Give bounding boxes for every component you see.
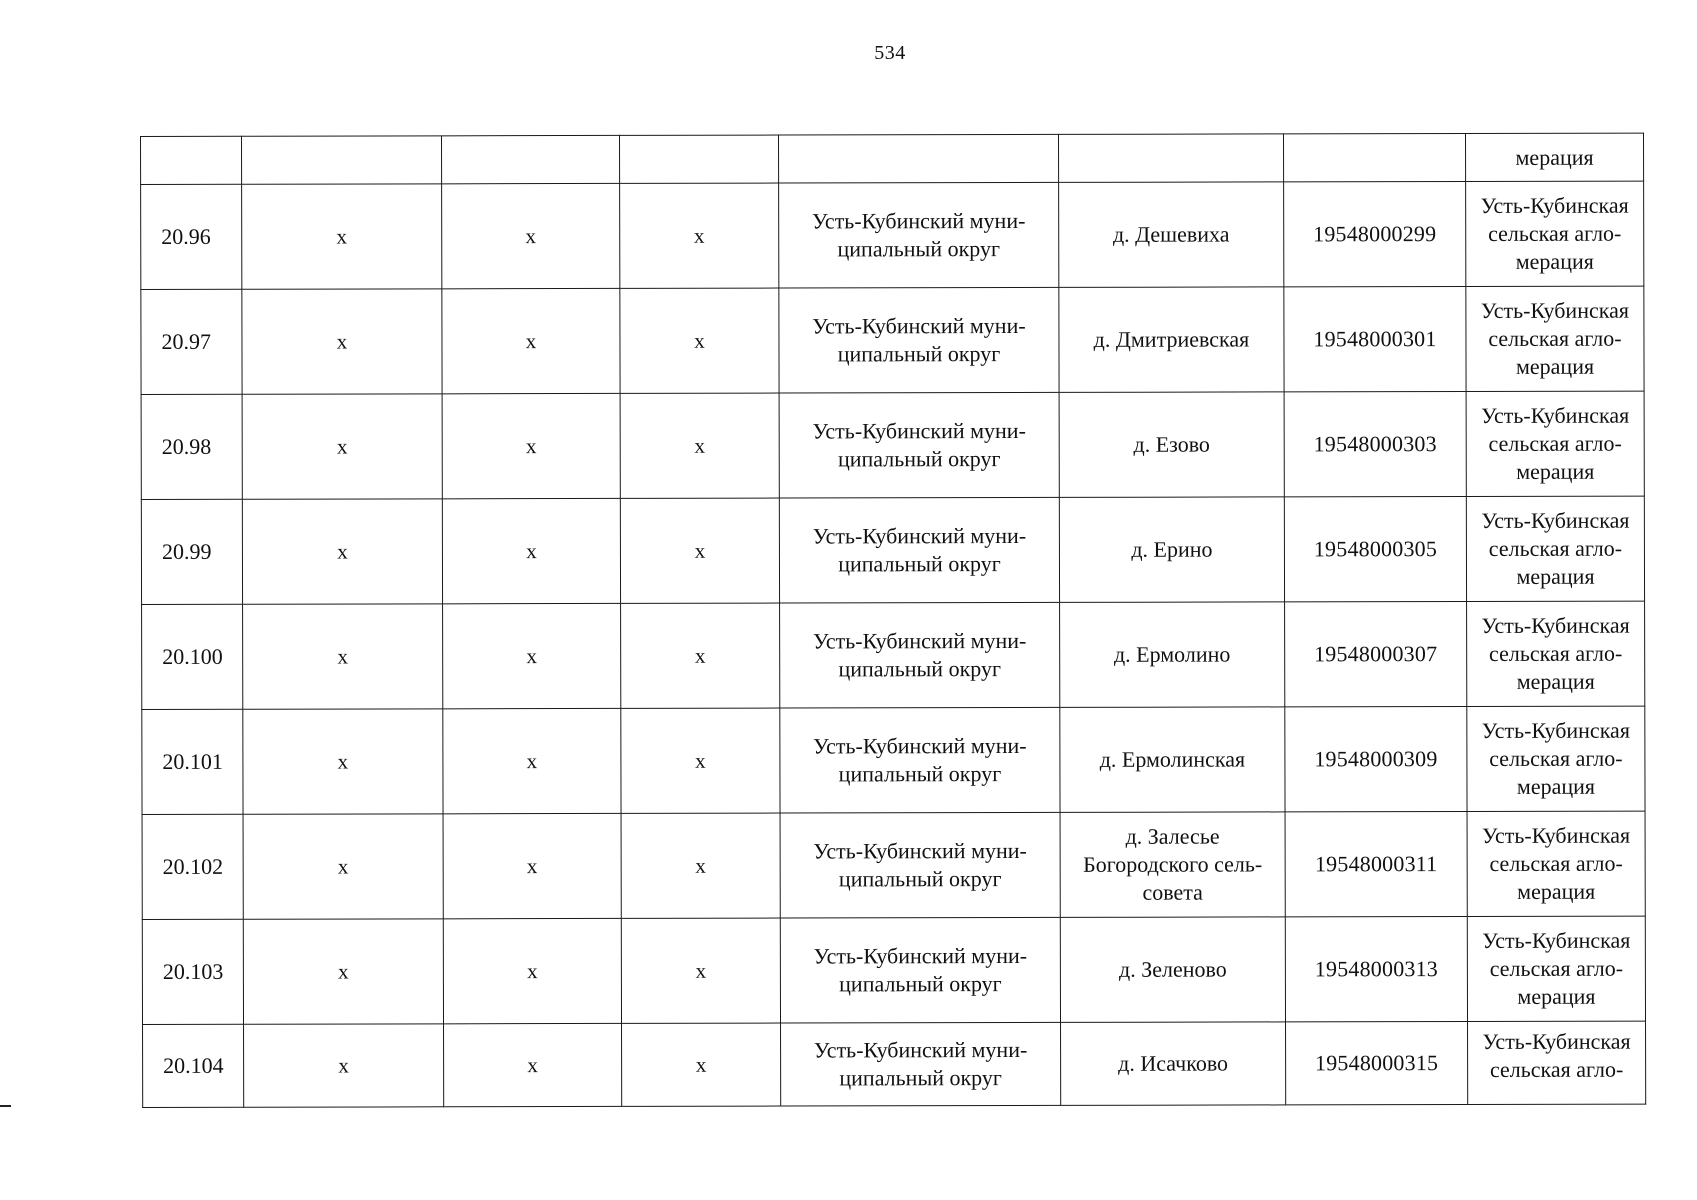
x-mark-cell-line: х — [338, 1053, 349, 1078]
district-cell — [779, 497, 1059, 603]
row-number-cell — [141, 394, 242, 499]
agglomeration-cell-line: сельская агло- — [1489, 745, 1623, 771]
district-cell-line: ципальный округ — [838, 656, 1002, 682]
settlement-cell — [1060, 707, 1285, 813]
code-cell — [1285, 811, 1467, 916]
agglomeration-cell — [1466, 496, 1644, 601]
table-row — [141, 286, 1644, 394]
settlements-table — [140, 133, 1646, 1108]
district-cell-line: ципальный округ — [838, 866, 1002, 892]
district-cell — [780, 917, 1060, 1023]
code-cell-line: 19548000305 — [1313, 536, 1438, 562]
row-number-cell-line: 20.98 — [161, 433, 212, 459]
settlement-cell-line: д. Зеленово — [1118, 956, 1227, 982]
x-mark-cell — [620, 183, 779, 288]
x-mark-cell — [444, 1023, 622, 1106]
district-cell-line: ципальный округ — [839, 1065, 1002, 1091]
table-row — [141, 391, 1644, 499]
x-mark-cell-line: х — [526, 644, 537, 669]
x-mark-cell-line: х — [338, 959, 349, 984]
settlement-cell-line: д. Залесье — [1125, 823, 1220, 849]
agglomeration-cell-line: Усть-Кубинская — [1481, 402, 1630, 428]
code-cell — [1284, 286, 1466, 391]
x-mark-cell — [621, 708, 780, 813]
settlement-cell-line: совета — [1142, 879, 1203, 905]
x-mark-cell-line: х — [694, 433, 705, 458]
x-mark-cell — [442, 393, 620, 498]
empty-cell — [1283, 133, 1465, 181]
x-mark-cell-line: х — [694, 538, 706, 563]
table-row — [143, 1021, 1646, 1107]
empty-cell — [619, 135, 778, 183]
x-mark-cell — [443, 708, 621, 813]
x-mark-cell — [621, 918, 780, 1023]
x-mark-cell-line: х — [693, 223, 705, 248]
row-number-cell-line: 20.96 — [161, 223, 211, 249]
agglomeration-cell-line: мерация — [1515, 248, 1594, 274]
agglomeration-cell-line: сельская агло- — [1488, 535, 1623, 561]
x-mark-cell — [442, 498, 620, 603]
code-cell — [1284, 391, 1466, 496]
agglomeration-cell — [1466, 181, 1644, 286]
row-number-cell — [142, 604, 243, 709]
empty-cell — [778, 134, 1058, 183]
code-cell-line: 19548000313 — [1314, 956, 1439, 982]
x-mark-cell-line: х — [527, 959, 538, 984]
agglomeration-cell-line: сельская агло- — [1488, 220, 1622, 246]
settlement-cell — [1059, 497, 1284, 603]
continuation-cell: мерация — [1465, 133, 1643, 181]
x-mark-cell-line: х — [526, 539, 537, 564]
x-mark-cell-line: х — [695, 1052, 707, 1077]
x-mark-cell — [443, 918, 621, 1023]
district-cell-line: Усть-Кубинский муни- — [813, 837, 1027, 864]
district-cell-line: ципальный округ — [838, 761, 1002, 787]
district-cell-line: Усть-Кубинский муни- — [813, 942, 1028, 969]
agglomeration-cell-line: Усть-Кубинская — [1480, 297, 1630, 323]
district-cell-line: Усть-Кубинский муни- — [811, 207, 1026, 234]
settlement-cell-line: д. Езово — [1133, 431, 1210, 457]
settlement-cell-line: Богородского сель- — [1083, 851, 1263, 877]
district-cell — [780, 707, 1060, 813]
agglomeration-cell — [1467, 706, 1645, 811]
code-cell — [1285, 916, 1467, 1021]
district-cell — [780, 812, 1060, 918]
agglomeration-cell-line: сельская агло- — [1488, 325, 1622, 351]
table-body — [141, 181, 1646, 1107]
agglomeration-cell-line: Усть-Кубинская — [1481, 507, 1630, 533]
code-cell — [1285, 601, 1467, 706]
row-number-cell — [143, 1024, 244, 1107]
agglomeration-cell — [1467, 916, 1645, 1021]
x-mark-cell-line: х — [525, 224, 537, 249]
x-mark-cell-line: х — [525, 329, 537, 354]
row-number-cell-line: 20.100 — [162, 643, 223, 669]
agglomeration-cell-line: сельская агло- — [1489, 1056, 1624, 1082]
x-mark-cell — [622, 1023, 781, 1106]
x-mark-cell — [242, 499, 442, 604]
settlement-cell — [1060, 812, 1285, 918]
settlement-cell — [1061, 1022, 1286, 1106]
row-number-cell-line: 20.97 — [161, 328, 211, 354]
x-mark-cell-line: х — [337, 539, 348, 564]
x-mark-cell — [620, 498, 779, 603]
agglomeration-cell-line: сельская агло- — [1489, 850, 1623, 876]
district-cell-line: ципальный округ — [837, 341, 1001, 367]
row-number-cell-line: 20.99 — [161, 538, 212, 564]
x-mark-cell — [442, 288, 620, 393]
district-cell-line: ципальный округ — [837, 446, 1001, 472]
district-cell — [779, 182, 1059, 288]
settlement-cell — [1059, 287, 1284, 393]
district-cell-line: Усть-Кубинский муни- — [812, 312, 1026, 339]
agglomeration-cell-line: мерация — [1517, 878, 1596, 904]
agglomeration-cell-line: сельская агло- — [1488, 430, 1622, 456]
agglomeration-cell-line: мерация — [1516, 563, 1595, 589]
x-mark-cell — [243, 814, 443, 919]
x-mark-cell-line: х — [336, 224, 348, 249]
agglomeration-cell-line: мерация — [1517, 983, 1596, 1009]
row-number-cell — [142, 709, 243, 814]
table-row — [142, 601, 1645, 709]
x-mark-cell — [243, 919, 443, 1024]
agglomeration-cell-line: Усть-Кубинская — [1481, 717, 1630, 743]
settlement-cell-line: д. Дешевиха — [1112, 221, 1230, 247]
table-row — [141, 181, 1644, 289]
district-cell — [779, 392, 1059, 498]
settlement-cell — [1059, 392, 1284, 498]
x-mark-cell-line: х — [336, 329, 348, 354]
page-number: 534 — [874, 42, 906, 64]
row-number-cell-line: 20.103 — [162, 958, 224, 984]
agglomeration-cell-line: мерация — [1516, 773, 1596, 799]
x-mark-cell-line: х — [695, 748, 706, 773]
district-cell-line: Усть-Кубинский муни- — [813, 732, 1027, 759]
agglomeration-cell-line: сельская агло- — [1489, 955, 1624, 981]
agglomeration-cell-line: Усть-Кубинская — [1480, 192, 1629, 218]
settlement-cell-line: д. Ерино — [1131, 536, 1213, 562]
x-mark-cell-line: х — [337, 854, 349, 879]
code-cell-line: 19548000315 — [1314, 1050, 1439, 1076]
x-mark-cell — [620, 393, 779, 498]
agglomeration-cell-line: Усть-Кубинская — [1481, 822, 1631, 848]
agglomeration-cell-line: сельская агло- — [1488, 640, 1623, 666]
agglomeration-cell-line: Усть-Кубинская — [1481, 612, 1630, 638]
agglomeration-cell — [1467, 601, 1645, 706]
x-mark-cell — [621, 813, 780, 918]
agglomeration-cell-line: Усть-Кубинская — [1482, 1028, 1631, 1054]
code-cell — [1284, 181, 1466, 286]
code-cell — [1286, 1021, 1468, 1104]
row-number-cell — [142, 814, 243, 919]
agglomeration-cell-line: мерация — [1516, 668, 1595, 694]
settlement-cell-line: д. Исачково — [1118, 1050, 1229, 1076]
x-mark-cell — [621, 603, 780, 708]
settlement-cell — [1060, 602, 1285, 708]
district-cell-line: Усть-Кубинский муни- — [812, 627, 1027, 654]
x-mark-cell — [443, 813, 621, 918]
district-cell-line: ципальный округ — [837, 236, 1001, 262]
row-number-cell — [142, 919, 243, 1024]
table-row — [142, 811, 1645, 919]
settlement-cell — [1060, 917, 1285, 1023]
district-cell-line: ципальный округ — [839, 971, 1002, 997]
x-mark-cell — [244, 1024, 444, 1107]
agglomeration-cell-line: Усть-Кубинская — [1482, 927, 1631, 953]
row-number-cell-line: 20.104 — [163, 1052, 224, 1078]
x-mark-cell — [242, 184, 442, 289]
margin-tick-mark — [0, 1105, 11, 1107]
district-cell — [779, 287, 1059, 393]
code-cell — [1285, 706, 1467, 811]
x-mark-cell-line: х — [336, 434, 348, 459]
empty-cell — [1058, 134, 1283, 183]
code-cell — [1284, 496, 1466, 601]
x-mark-cell-line: х — [525, 434, 537, 459]
empty-cell — [242, 136, 442, 184]
x-mark-cell — [443, 603, 621, 708]
agglomeration-cell-line: мерация — [1515, 353, 1595, 379]
agglomeration-cell — [1466, 286, 1644, 391]
x-mark-cell — [242, 394, 442, 499]
x-mark-cell — [442, 183, 620, 288]
row-number-cell-line: 20.101 — [162, 748, 223, 774]
settlement-cell-line: д. Дмитриевская — [1093, 326, 1250, 352]
code-cell-line: 19548000301 — [1313, 326, 1437, 352]
code-cell-line: 19548000311 — [1314, 851, 1438, 877]
x-mark-cell-line: х — [695, 958, 707, 983]
x-mark-cell-line: х — [526, 854, 538, 879]
district-cell-line: Усть-Кубинский муни- — [813, 1036, 1028, 1063]
x-mark-cell-line: х — [526, 749, 538, 774]
agglomeration-cell-line: мерация — [1516, 458, 1595, 484]
code-cell-line: 19548000309 — [1314, 746, 1438, 772]
row-number-cell — [141, 499, 242, 604]
code-cell-line: 19548000299 — [1313, 221, 1437, 247]
row-number-cell — [141, 184, 242, 289]
table-row — [142, 916, 1645, 1024]
continuation-row — [141, 133, 1644, 184]
table-row — [142, 706, 1645, 814]
row-number-cell — [141, 289, 242, 394]
district-cell — [780, 602, 1060, 708]
settlement-cell-line: д. Ермолинская — [1099, 746, 1246, 772]
code-cell-line: 19548000303 — [1313, 431, 1437, 457]
district-cell-line: Усть-Кубинский муни- — [812, 417, 1026, 444]
district-cell — [781, 1022, 1061, 1106]
empty-cell — [442, 135, 620, 183]
code-cell-line: 19548000307 — [1314, 641, 1438, 667]
x-mark-cell — [242, 289, 442, 394]
settlement-cell — [1059, 182, 1284, 288]
row-number-cell-line: 20.102 — [162, 853, 224, 879]
district-cell-line: ципальный округ — [838, 551, 1001, 577]
table-row — [141, 496, 1644, 604]
district-cell-line: Усть-Кубинский муни- — [812, 522, 1027, 549]
x-mark-cell-line: х — [337, 644, 348, 669]
x-mark-cell-line: х — [527, 1053, 538, 1078]
agglomeration-cell — [1466, 391, 1644, 496]
settlement-cell-line: д. Ермолино — [1113, 641, 1231, 667]
agglomeration-cell — [1467, 811, 1645, 916]
x-mark-cell — [243, 709, 443, 814]
x-mark-cell — [620, 288, 779, 393]
empty-cell — [141, 136, 242, 184]
x-mark-cell-line: х — [694, 328, 705, 353]
x-mark-cell-line: х — [694, 643, 706, 668]
x-mark-cell-line: х — [337, 749, 349, 774]
x-mark-cell-line: х — [695, 853, 706, 878]
x-mark-cell — [243, 604, 443, 709]
agglomeration-cell — [1468, 1021, 1646, 1104]
